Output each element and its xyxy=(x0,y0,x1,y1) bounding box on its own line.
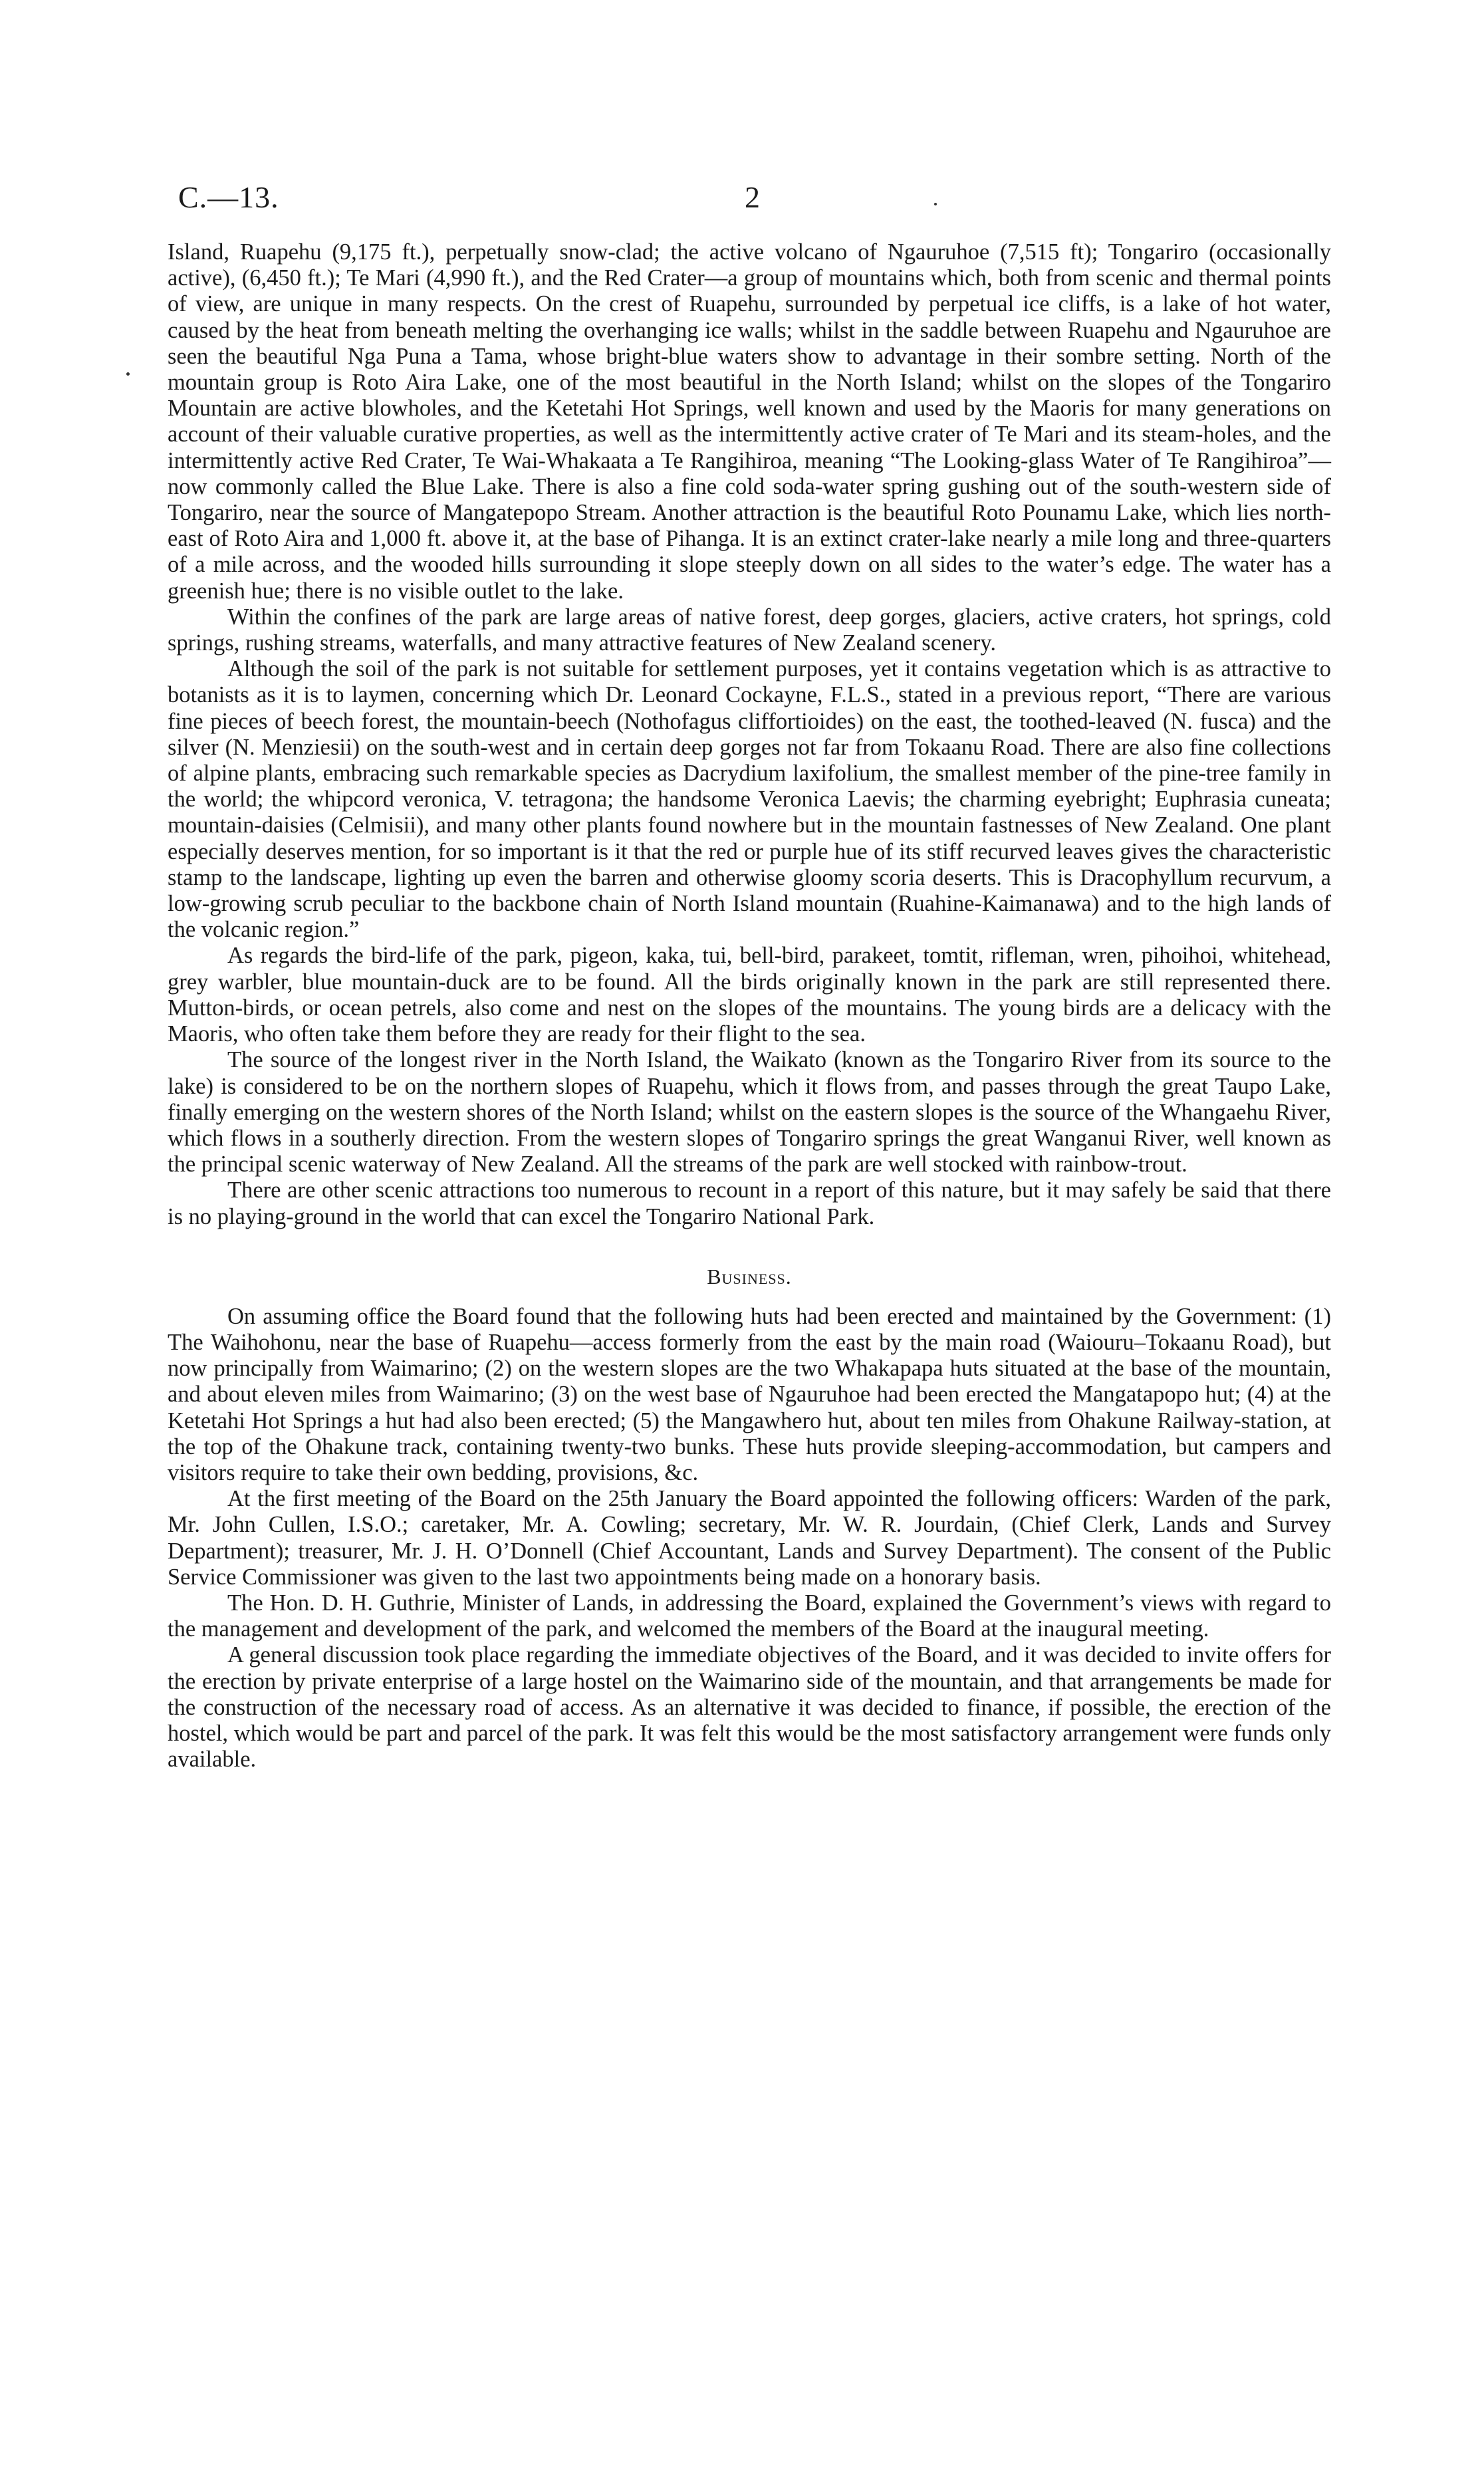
paragraph-rivers: The source of the longest river in the North Island, the Waikato (known as the Tongariro River from its source to the lake) is considered to be on the northern slopes of Ruapehu, which it flows from, and passes through the great Taupo Lake, finally emerging on the western shores of the North Island; whilst on the eastern slopes is the source of the Whangaehu River, which flows in a southerly direction. From the western slopes of Tongariro springs the great Wanganui River, well known as the principal scenic waterway of New Zealand. All the streams of the park are well stocked with rainbow-trout. xyxy=(168,1047,1331,1177)
paragraph-officers: At the first meeting of the Board on the 25th January the Board appointed the following officers: Warden of the park, Mr. John Cullen, I.S.O.; caretaker, Mr. A. Cowling; secretary, Mr. W. R. Jourdain, (Chief Clerk, Lands and Survey Department); treasurer, Mr. J. H. O’Donnell (Chief Accountant, Lands and Survey Department). The consent of the Public Service Commissioner was given to the last two appointments being made on a honorary basis. xyxy=(168,1486,1331,1590)
paragraph-vegetation: Although the soil of the park is not suitable for settlement purposes, yet it contains vegetation which is as attractive to botanists as it is to laymen, concerning which Dr. Leonard Cockayne, F.L.S., stated in a previous report, “There are various fine pieces of beech forest, the mountain-beech (Nothofagus cliffortioides) on the east, the toothed-leaved (N. fusca) and the silver (N. Menziesii) on the south-west and in certain deep gorges not far from Tokaanu Road. There are also fine collections of alpine plants, embracing such remarkable species as Dacrydium laxifolium, the smallest member of the pine-tree family in the world; the whipcord veronica, V. tetragona; the handsome Veronica Laevis; the charming eyebright; Euphrasia cuneata; mountain-daisies (Celmisii), and many other plants found nowhere but in the mountain fastnesses of New Zealand. One plant especially deserves mention, for so important is it that the red or purple hue of its stiff recurved leaves gives the characteristic stamp to the landscape, lighting up even the barren and otherwise gloomy scoria deserts. This is Dracophyllum recurvum, a low-growing scrub peculiar to the backbone chain of North Island mountain (Ruahine-Kaimanawa) and to the high lands of the volcanic region.” xyxy=(168,656,1331,943)
paragraph-playground: There are other scenic attractions too numerous to recount in a report of this nature, but it may safely be said that there is no playing-ground in the world that can excel the Tongariro National Park. xyxy=(168,1177,1331,1229)
paragraph-huts: On assuming office the Board found that the following huts had been erected and maintained by the Government: (1) The Waihohonu, near the base of Ruapehu—access formerly from the east by the main road (Waiouru–Tokaanu Road), but now principally from Waimarino; (2) on the western slopes are the two Whakapapa huts situated at the base of the mountain, and about eleven miles from Waimarino; (3) on the west base of Ngauruhoe had been erected the Mangatapopo hut; (4) at the Ketetahi Hot Springs a hut had also been erected; (5) the Mangawhero hut, about ten miles from Ohakune Railway-station, at the top of the Ohakune track, containing twenty-two bunks. These huts provide sleeping-accommodation, but campers and visitors require to take their own bedding, provisions, &c. xyxy=(168,1303,1331,1485)
document-reference: C.—13. xyxy=(178,180,279,214)
paragraph-bird-life: As regards the bird-life of the park, pigeon, kaka, tui, bell-bird, parakeet, tomtit, rifleman, wren, pihoihoi, whitehead, grey warbler, blue mountain-duck are to be found. All the birds originally known in the park are still represented there. Mutton-birds, or ocean petrels, also come and nest on the slopes of the mountains. The young birds are a delicacy with the Maoris, who often take them before they are ready for their flight to the sea. xyxy=(168,943,1331,1047)
paragraph-park-features: Island, Ruapehu (9,175 ft.), perpetually snow-clad; the active volcano of Ngauruhoe (7,515 ft); Tongariro (occasionally active), (6,450 ft.); Te Mari (4,990 ft.), and the Red Crater—a group of mountains which, both from scenic and thermal points of view, are unique in many respects. On the crest of Ruapehu, surrounded by perpetual ice cliffs, is a lake of hot water, caused by the heat from beneath melting the overhanging ice walls; whilst in the saddle between Ruapehu and Ngauruhoe are seen the beautiful Nga Puna a Tama, whose bright-blue waters show to advantage in their sombre setting. North of the mountain group is Roto Aira Lake, one of the most beautiful in the North Island; whilst on the slopes of the Tongariro Mountain are active blowholes, and the Ketetahi Hot Springs, well known and used by the Maoris for many generations on account of their valuable curative properties, as well as the intermittently active crater of Te Mari and its steam-holes, and the intermittently active Red Crater, Te Wai-Whakaata a Te Rangihiroa, meaning “The Looking-glass Water of Te Rangihiroa”—now commonly called the Blue Lake. There is also a fine cold soda-water spring gushing out of the south-western side of Tongariro, near the source of Mangatepopo Stream. Another attraction is the beautiful Roto Pounamu Lake, which lies north-east of Roto Aira and 1,000 ft. above it, at the base of Pihanga. It is an extinct crater-lake nearly a mile long and three-quarters of a mile across, and the wooded hills surrounding it slope steeply down on all sides to the water’s edge. The water has a greenish hue; there is no visible outlet to the lake. xyxy=(168,239,1331,604)
page-body xyxy=(168,239,1331,1773)
header-dot-mark xyxy=(934,203,937,205)
paragraph-minister: The Hon. D. H. Guthrie, Minister of Lands, in addressing the Board, explained the Government’s views with regard to the management and development of the park, and welcomed the members of the Board at the inaugural meeting. xyxy=(168,1590,1331,1642)
paragraph-hostel: A general discussion took place regarding the immediate objectives of the Board, and it was decided to invite offers for the erection by private enterprise of a large hostel on the Waimarino side of the mountain, and that arrangements be made for the construction of the necessary road of access. As an alternative it was decided to finance, if possible, the erection of the hostel, which would be part and parcel of the park. It was felt this would be the most satisfactory arrangement were funds only available. xyxy=(168,1642,1331,1773)
margin-dot-mark xyxy=(126,372,130,376)
paragraph-park-scenery: Within the confines of the park are large areas of native forest, deep gorges, glaciers, active craters, hot springs, cold springs, rushing streams, waterfalls, and many attractive features of New Zealand scenery. xyxy=(168,604,1331,656)
page-header xyxy=(0,180,1484,226)
page-number: 2 xyxy=(745,180,760,214)
section-heading-business: Business. xyxy=(707,1264,792,1289)
